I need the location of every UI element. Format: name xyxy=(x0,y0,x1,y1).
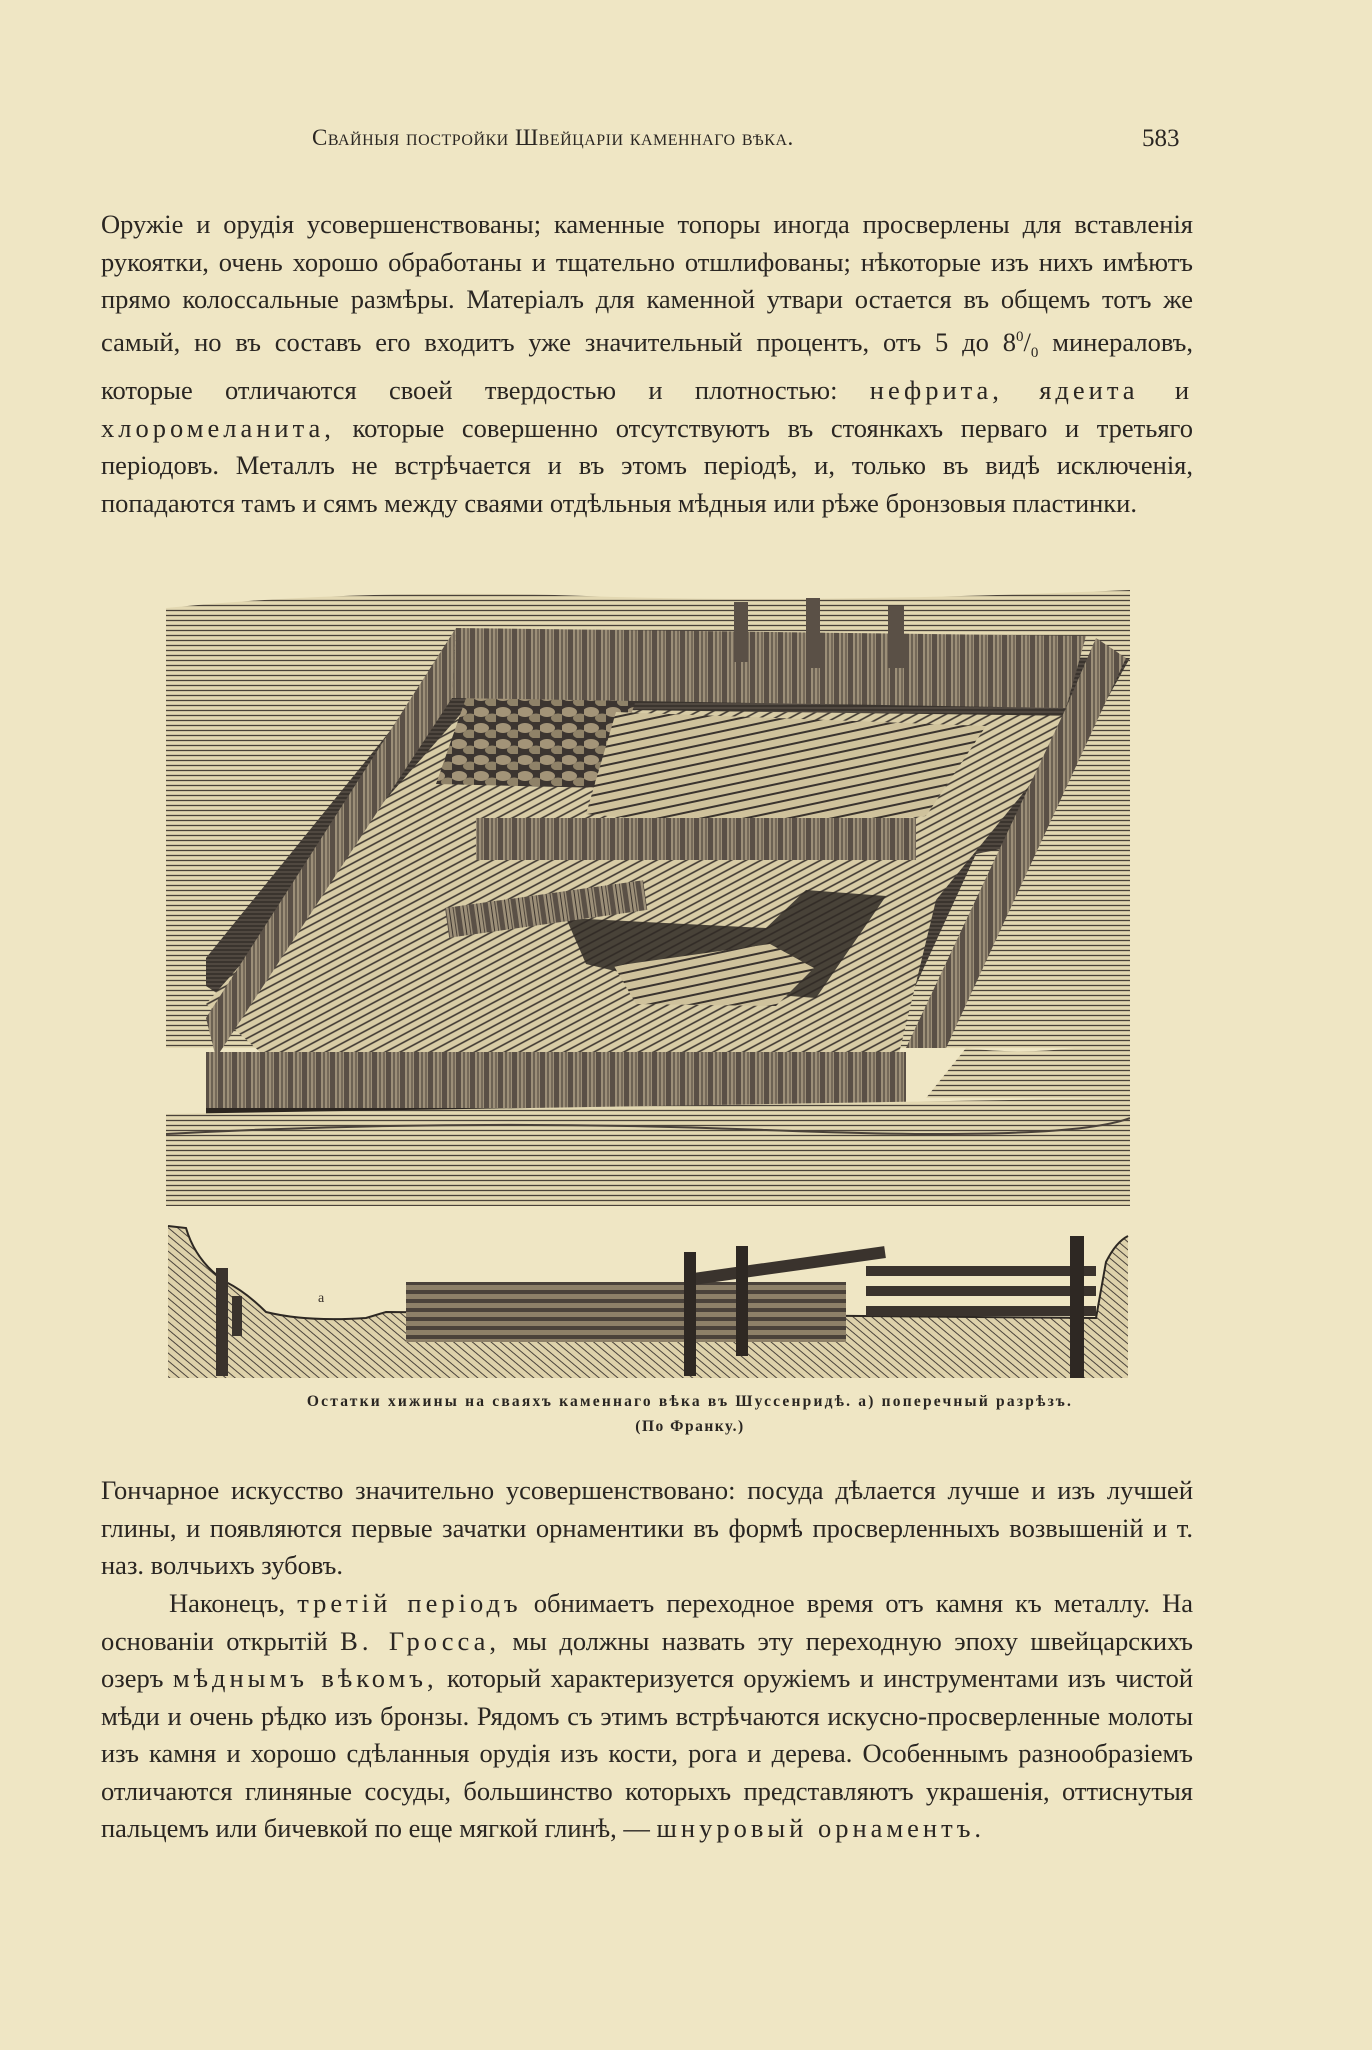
figure-caption: Остатки хижины на сваяхъ каменнаго вѣка въ Шуссенридѣ. а) поперечный разрѣзъ. xyxy=(306,1393,1074,1410)
minerals-spaced: нефрита, ядеита и хлоромеланита, xyxy=(101,375,1193,443)
percent-sub: 0 xyxy=(1030,344,1039,361)
section-label-a: a xyxy=(318,1291,325,1306)
p3-text-b: мы должны назвать эту переходную эпоху швейцарскихъ озеръ xyxy=(101,1625,1193,1693)
paragraph-pottery: Гончарное искусство значительно усовершенствовано: посуда дѣлается лучше и изъ лучшей глины, и появляются первые зачатки орнаментики въ формѣ просверленныхъ возвышеній и т. наз. волчьихъ зубовъ. xyxy=(101,1475,1193,1580)
copper-age-spaced: мѣднымъ вѣкомъ, xyxy=(172,1663,438,1693)
p1-text-b: минераловъ, которые отличаются своей твердостью и плотностью: xyxy=(101,326,1194,406)
percent-slash: / xyxy=(1023,326,1031,357)
pile-dwelling-illustration xyxy=(166,578,1130,1206)
p3-text-c: который характеризуется оружіемъ и инструментами изъ чистой мѣди и очень рѣдко изъ бронзы. Рядомъ съ этимъ встрѣчаются искусно-просверленные молоты изъ камня и хорошо сдѣланныя орудія изъ кости, рога и дерева. Особеннымъ разнообразіемъ отличаются глиняные сосуды, большинство которыхъ представляютъ украшенія, оттиснутыя пальцемъ или бичевкой по еще мягкой глинѣ, — xyxy=(101,1663,1194,1843)
p3-text-a: обнимаетъ переходное время отъ камня къ металлу. На основаніи открытій xyxy=(101,1588,1193,1656)
p1-text-a: Оружіе и орудія усовершенствованы; каменные топоры иногда просверлены для вставленія рукоятки, очень хорошо обработаны и тщательно отшлифованы; нѣкоторые изъ нихъ имѣютъ прямо колоссальные размѣры. Матеріалъ для каменной утвари остается въ общемъ тотъ же самый, но въ составъ его входитъ уже значительный процентъ, отъ 5 до 8 xyxy=(101,209,1193,357)
figure-caption-source: (По Франку.) xyxy=(635,1418,745,1435)
p1-text-c: которые совершенно отсутствуютъ въ стоянкахъ перваго и третьяго періодовъ. Металлъ не встрѣчается и въ этомъ періодѣ, и, только въ видѣ исключенія, попадаются тамъ и сямъ между сваями отдѣльныя мѣдныя или рѣже бронзовыя пластинки. xyxy=(101,412,1193,518)
p3-lead: Наконецъ, xyxy=(169,1588,298,1618)
paragraph-weapons xyxy=(101,206,1193,522)
percent-sup: 0 xyxy=(1015,328,1024,345)
paragraph-third-period xyxy=(101,1585,1193,1848)
page-number: 583 xyxy=(1142,125,1180,152)
cross-section-diagram xyxy=(166,1222,1130,1380)
gross-spaced: В. Гросса, xyxy=(340,1625,500,1656)
running-header: Свайныя постройки Швейцаріи каменнаго вѣка. xyxy=(312,125,794,150)
cord-ornament-spaced: шнуровый орнаментъ. xyxy=(656,1813,986,1843)
third-period-spaced: третій періодъ xyxy=(297,1588,522,1618)
